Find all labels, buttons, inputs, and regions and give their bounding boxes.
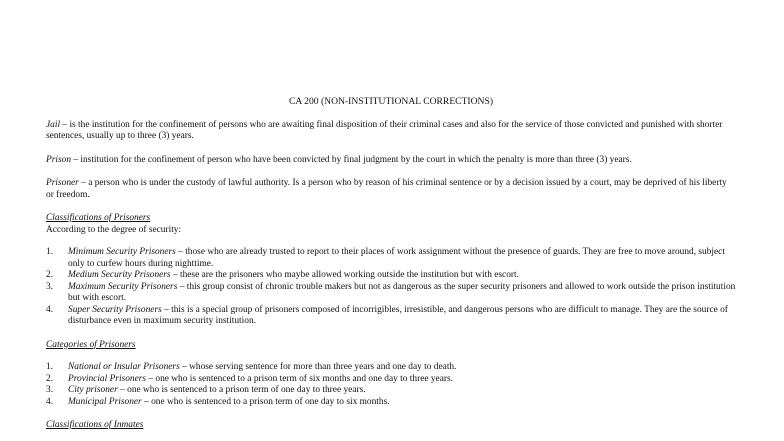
list-number: 3. [46, 281, 54, 292]
definition-term: Jail [46, 119, 61, 130]
list-term: Provincial Prisoners [68, 373, 147, 384]
list-item [46, 397, 736, 409]
list-term: Minimum Security Prisoners [68, 247, 176, 257]
list-item [46, 270, 736, 282]
list-text: – these are the prisoners who maybe allowed working outside the institution but with escort. [170, 270, 519, 280]
definition-term: Prisoner [46, 178, 79, 188]
list-item [46, 362, 736, 374]
list-term: Municipal Prisoner [68, 396, 142, 407]
categories-list [46, 362, 736, 408]
list-text: – one who is sentenced to a prison term of six months and one day to three years. [146, 373, 453, 384]
document-title: CA 200 (NON-INSTITUTIONAL CORRECTIONS) [288, 96, 494, 107]
list-item [46, 374, 736, 386]
definition-term: Prison [46, 154, 72, 165]
list-number: 2. [46, 270, 54, 280]
list-item [46, 282, 736, 305]
classifications-list [46, 247, 736, 328]
list-number: 1. [46, 362, 54, 372]
list-number: 4. [46, 396, 54, 407]
list-text: – whose serving sentence for more than three years and one day to death. [179, 362, 457, 372]
list-number: 1. [46, 247, 54, 257]
classifications-heading: Classifications of Prisoners [46, 213, 151, 223]
definition-prisoner [46, 178, 736, 201]
definition-prison [46, 155, 736, 167]
list-text: – one who is sentenced to a prison term of one day to three years. [117, 385, 366, 395]
list-term: Super Security Prisoners [68, 304, 162, 315]
list-number: 3. [46, 385, 54, 395]
list-text: – this group consist of chronic trouble makers but not as dangerous as the super security prisoners and allowed to work outside the prison institution but with escort. [68, 281, 736, 303]
list-term: Maximum Security Prisoners [68, 281, 178, 292]
definition-jail [46, 120, 736, 143]
spacer [46, 351, 736, 362]
list-term: National or Insular Prisoners [68, 362, 180, 372]
list-term: City prisoner [68, 385, 118, 395]
inmates-heading: Classifications of Inmates [46, 420, 144, 430]
definition-text: – institution for the confinement of person who have been convicted by final judgment by the court in which the penalty is more than three (3) years. [71, 154, 632, 165]
list-text: – one who is sentenced to a prison term of one day to six months. [141, 396, 390, 407]
list-item [46, 247, 736, 270]
definition-text: – is the institution for the confinement of persons who are awaiting final disposition of their criminal cases and also for the service of those convicted and punished with shorter sentences, usually up to three (3) years. [46, 119, 723, 141]
categories-heading: Categories of Prisoners [46, 339, 136, 350]
classifications-subheading: According to the degree of security: [46, 224, 182, 235]
list-item [46, 305, 736, 328]
definition-text: – a person who is under the custody of lawful authority. Is a person who by reason of his criminal sentence or by a decision issued by a court, may be deprived of his liberty or freedom. [46, 178, 727, 200]
document-page [46, 96, 736, 432]
list-item [46, 385, 736, 397]
list-text: – this is a special group of prisoners composed of incorrigibles, irresistible, and dangerous persons who are difficult to manage. They are the source of disturbance even in maximum security institution. [68, 304, 728, 326]
list-text: – those who are already trusted to report to their places of work assignment without the presence of guards. They are free to move around, subject only to curfew hours during nighttime. [68, 247, 725, 269]
list-number: 2. [46, 373, 54, 384]
list-number: 4. [46, 304, 54, 315]
list-term: Medium Security Prisoners [68, 270, 171, 280]
